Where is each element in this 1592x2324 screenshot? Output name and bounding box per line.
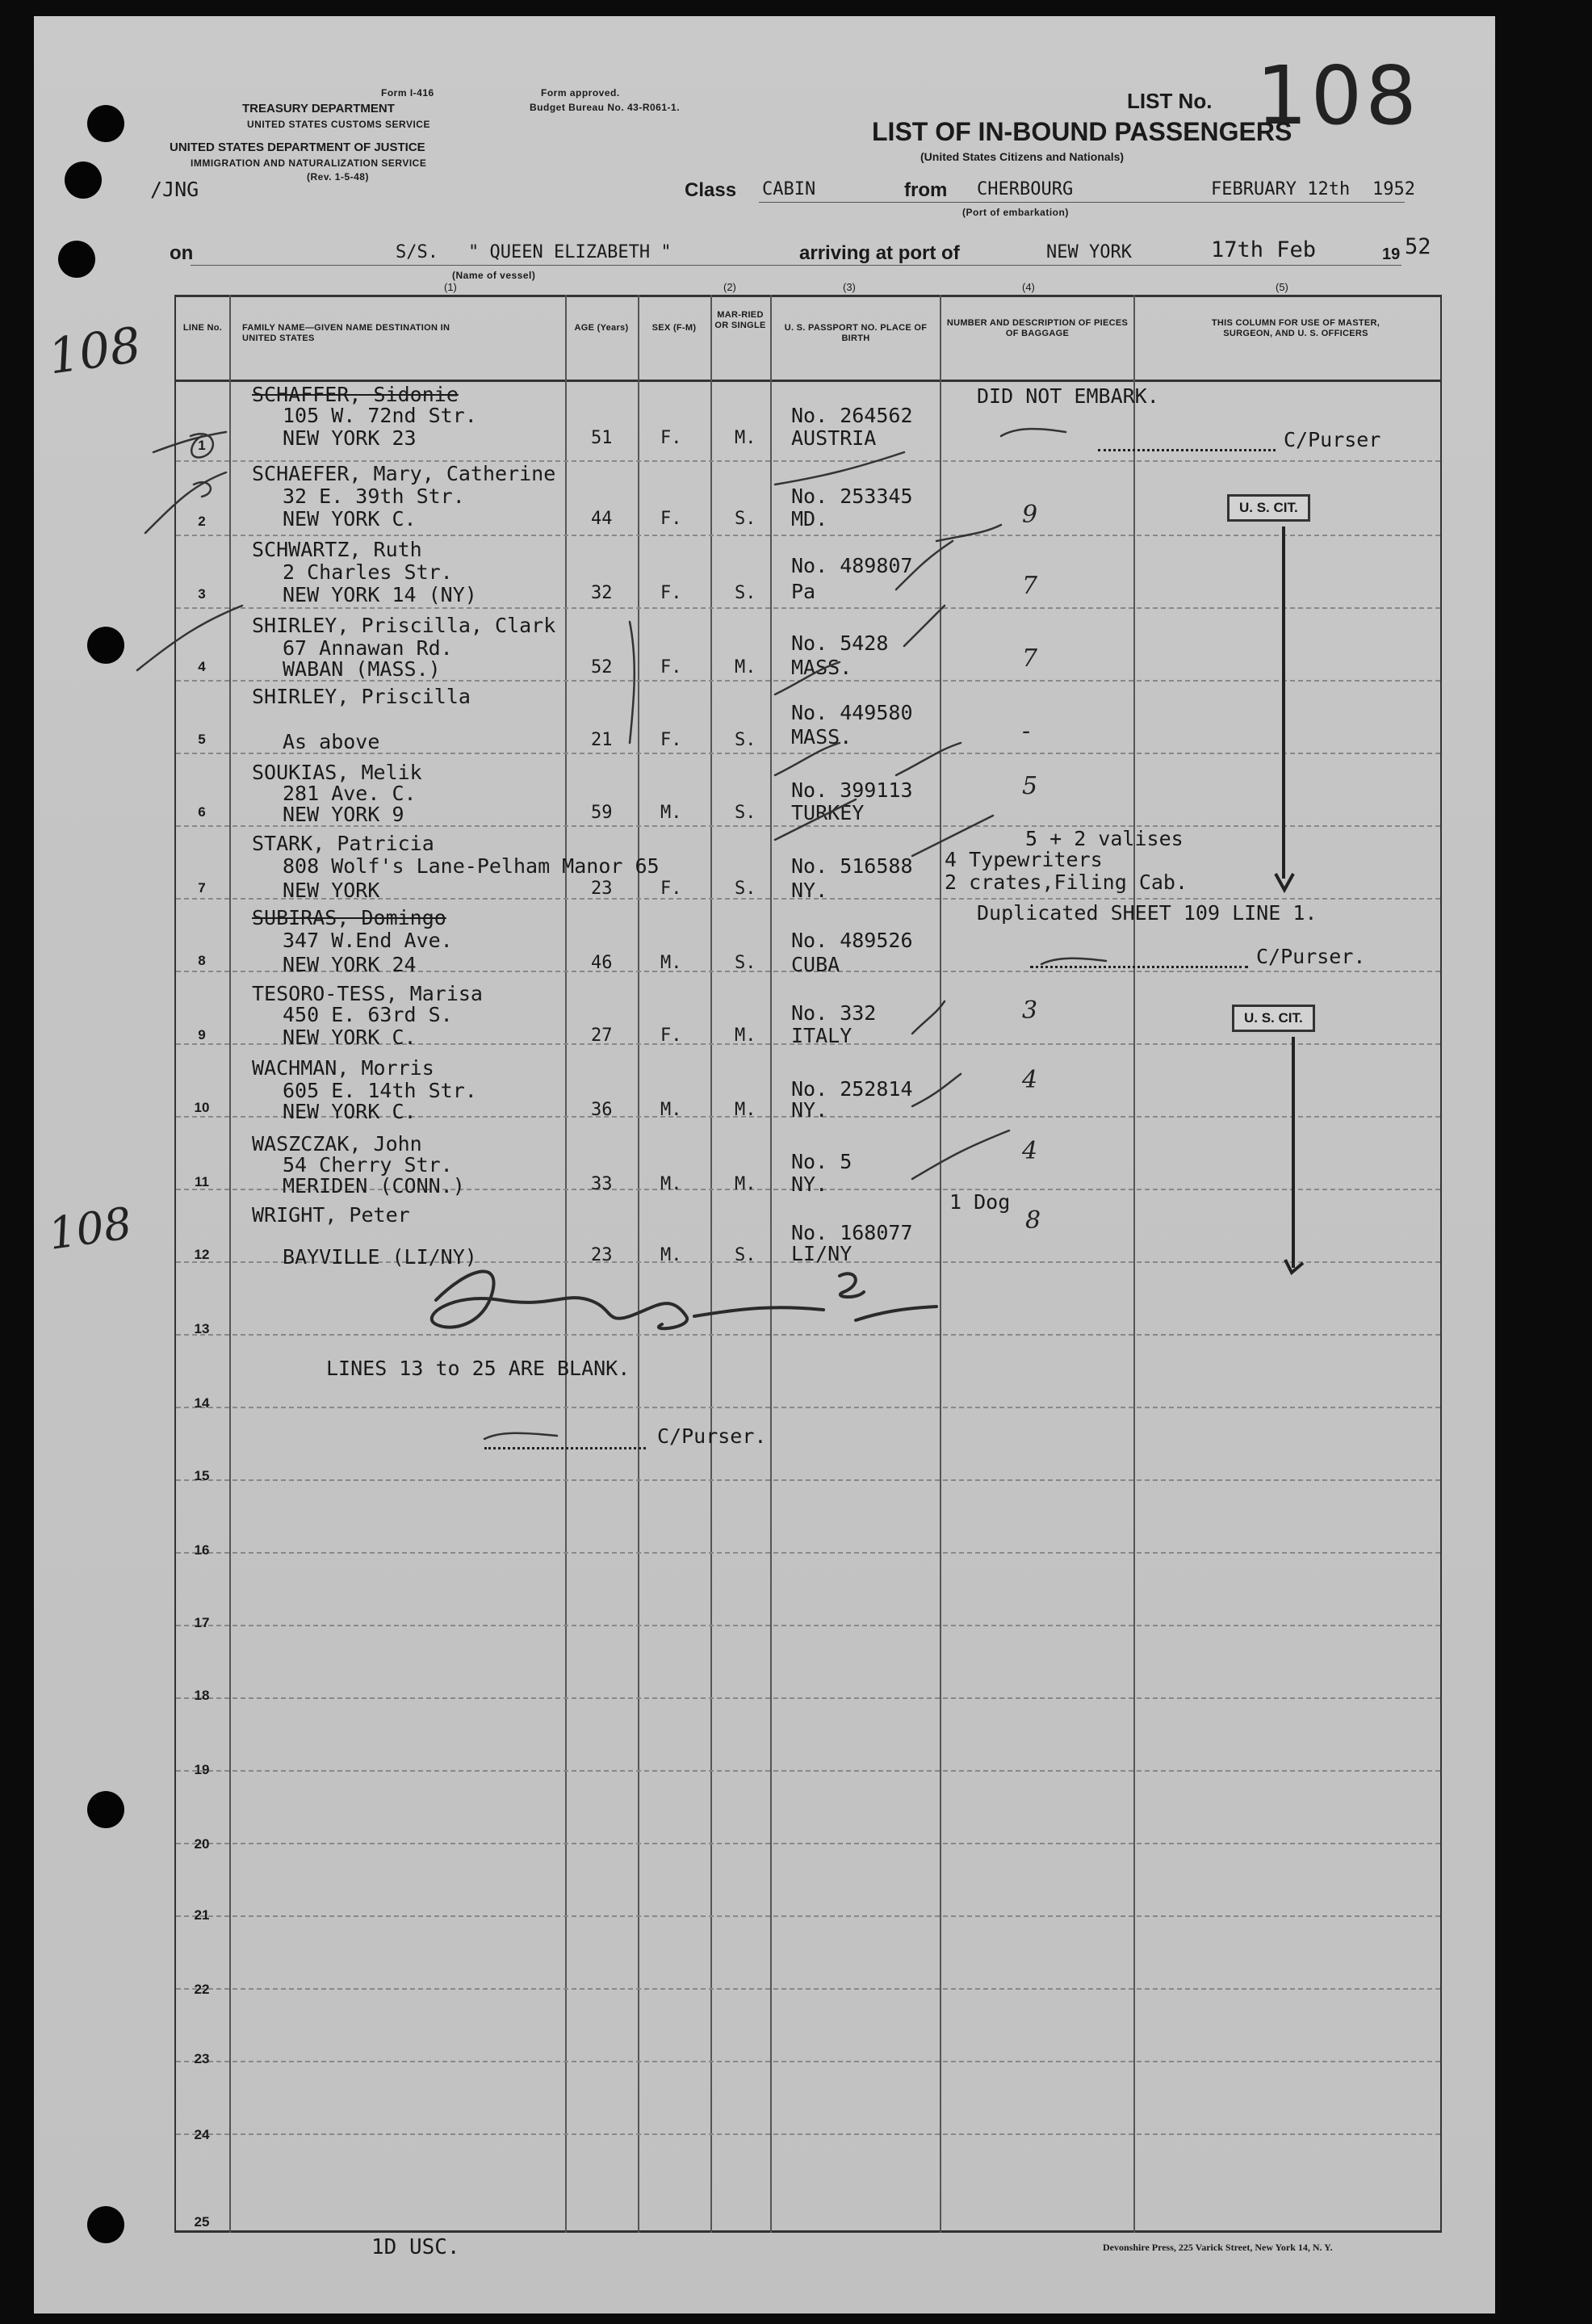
place-of-birth: MD. <box>791 507 828 531</box>
form-number: Form I-416 <box>381 87 434 99</box>
passenger-marital: M. <box>735 1174 756 1194</box>
place-of-birth: CUBA <box>791 953 840 976</box>
line-number: 7 <box>198 880 206 896</box>
passenger-city: NEW YORK C. <box>283 1026 417 1049</box>
passenger-city: NEW YORK C. <box>283 1100 417 1123</box>
form-approved: Form approved. <box>541 87 620 99</box>
place-of-birth: AUSTRIA <box>791 426 877 450</box>
passenger-marital: S. <box>735 509 756 529</box>
officer-signature-note: C/Purser. <box>1256 945 1366 968</box>
col-header-passport: U. S. PASSPORT NO. PLACE OF BIRTH <box>784 323 928 343</box>
passenger-age: 44 <box>591 509 613 529</box>
embarkation-port: CHERBOURG <box>977 179 1074 199</box>
document-subtitle: (United States Citizens and Nationals) <box>920 150 1125 163</box>
passenger-sex: F. <box>660 583 682 603</box>
blank-lines-note: LINES 13 to 25 ARE BLANK. <box>326 1357 631 1380</box>
passenger-address: 808 Wolf's Lane-Pelham Manor 65 <box>283 854 660 878</box>
passenger-name: SCHAEFER, Mary, Catherine <box>252 462 556 485</box>
place-of-birth: ITALY <box>791 1024 853 1047</box>
place-of-birth: MASS. <box>791 656 853 679</box>
from-label: from <box>904 179 948 201</box>
passenger-city: MERIDEN (CONN.) <box>283 1174 465 1198</box>
line-number: 10 <box>194 1100 210 1115</box>
clerk-initials: /JNG <box>150 178 199 201</box>
col-header-officers: THIS COLUMN FOR USE OF MASTER, SURGEON, AND U. S. OFFICERS <box>1211 318 1380 338</box>
us-citizen-stamp: U. S. CIT. <box>1232 1005 1315 1032</box>
passenger-sex: M. <box>660 1174 682 1194</box>
passenger-address: 605 E. 14th Str. <box>283 1079 477 1102</box>
baggage-count: 3 <box>1022 996 1038 1025</box>
passenger-address: 54 Cherry Str. <box>283 1153 453 1177</box>
passenger-sex: M. <box>660 1100 682 1120</box>
purser-signature-note: C/Purser. <box>657 1424 767 1448</box>
line-number: 9 <box>198 1027 206 1042</box>
line-number: 2 <box>198 514 206 529</box>
line-number: 25 <box>194 2214 210 2230</box>
passport-number: No. 449580 <box>791 701 913 724</box>
arrival-date: 17th Feb <box>1211 237 1317 262</box>
passport-number: No. 253345 <box>791 485 913 508</box>
document-title: LIST OF IN-BOUND PASSENGERS <box>872 117 1292 146</box>
line-number: 13 <box>194 1321 210 1336</box>
passenger-sex: F. <box>660 428 682 448</box>
ss-label: S/S. <box>396 242 438 262</box>
place-of-birth: NY. <box>791 1172 828 1196</box>
baggage-description: 4 Typewriters <box>945 848 1103 871</box>
passenger-address: 347 W.End Ave. <box>283 929 453 952</box>
passenger-name: WRIGHT, Peter <box>252 1203 410 1227</box>
department-of-justice: UNITED STATES DEPARTMENT OF JUSTICE <box>170 141 425 154</box>
place-of-birth: MASS. <box>791 725 853 749</box>
passenger-name: SOUKIAS, Melik <box>252 761 422 784</box>
passenger-marital: S. <box>735 1245 756 1265</box>
passenger-sex: F. <box>660 879 682 899</box>
line-number: 6 <box>198 804 206 820</box>
bottom-code: 1D USC. <box>371 2235 460 2259</box>
treasury-department: TREASURY DEPARTMENT <box>242 102 395 115</box>
passenger-city: NEW YORK C. <box>283 507 417 531</box>
baggage-description: 1 Dog <box>949 1190 1011 1214</box>
column-number-5: (5) <box>1276 281 1288 293</box>
baggage-count: 7 <box>1022 644 1038 673</box>
passenger-marital: M. <box>735 1100 756 1120</box>
passenger-name: WACHMAN, Morris <box>252 1056 434 1080</box>
passport-number: No. 332 <box>791 1001 877 1025</box>
passenger-age: 36 <box>591 1100 613 1120</box>
baggage-count: 9 <box>1022 501 1038 529</box>
passport-number: No. 516588 <box>791 854 913 878</box>
passenger-city: NEW YORK 9 <box>283 803 404 826</box>
passenger-name: WASZCZAK, John <box>252 1132 422 1156</box>
list-no-label: LIST No. <box>1127 89 1213 113</box>
passenger-address: 105 W. 72nd Str. <box>283 404 477 427</box>
passenger-address: 2 Charles Str. <box>283 560 453 584</box>
baggage-count: 4 <box>1022 1066 1038 1094</box>
column-number-2: (2) <box>723 281 736 293</box>
passenger-address: 450 E. 63rd S. <box>283 1003 453 1026</box>
revision: (Rev. 1-5-48) <box>307 171 369 182</box>
passenger-marital: M. <box>735 428 756 448</box>
passenger-age: 23 <box>591 1245 613 1265</box>
column-number-4: (4) <box>1022 281 1035 293</box>
baggage-count: 5 <box>1022 772 1038 800</box>
place-of-birth: Pa <box>791 580 816 603</box>
place-of-birth: TURKEY <box>791 801 865 824</box>
line-number: 8 <box>198 953 206 968</box>
arrival-year-prefix: 19 <box>1382 245 1401 263</box>
baggage-count: - <box>1022 717 1031 745</box>
line-number: 17 <box>194 1615 210 1630</box>
passenger-city: NEW YORK 14 (NY) <box>283 583 477 606</box>
margin-number: 108 <box>44 317 145 386</box>
line-number: 12 <box>194 1247 210 1262</box>
passenger-age: 59 <box>591 803 613 823</box>
passenger-name: STARK, Patricia <box>252 832 434 855</box>
passenger-age: 46 <box>591 953 613 973</box>
line-number: 5 <box>198 732 206 747</box>
line-number: 4 <box>198 659 206 674</box>
passenger-age: 33 <box>591 1174 613 1194</box>
passenger-sex: M. <box>660 803 682 823</box>
passenger-address: 281 Ave. C. <box>283 782 417 805</box>
line-number: 23 <box>194 2051 210 2066</box>
line-number: 19 <box>194 1762 210 1777</box>
passport-number: No. 252814 <box>791 1077 913 1101</box>
passport-number: No. 168077 <box>791 1221 913 1244</box>
passenger-city: NEW YORK 24 <box>283 953 417 976</box>
passenger-sex: F. <box>660 509 682 529</box>
handwritten-signature <box>404 1244 969 1349</box>
passenger-age: 32 <box>591 583 613 603</box>
col-header-line-no: LINE No. <box>182 323 223 333</box>
passenger-city: BAYVILLE (LI/NY) <box>283 1245 477 1269</box>
us-citizen-stamp: U. S. CIT. <box>1227 494 1310 522</box>
arrival-year: 52 <box>1405 234 1431 259</box>
embarkation-date: FEBRUARY 12th <box>1211 179 1351 199</box>
passenger-age: 21 <box>591 730 613 750</box>
col-header-married: MAR-RIED OR SINGLE <box>714 310 766 330</box>
baggage-description: 5 + 2 valises <box>1025 827 1184 850</box>
column-number-1: (1) <box>444 281 457 293</box>
printer-imprint: Devonshire Press, 225 Varick Street, New York 14, N. Y. <box>1103 2242 1333 2253</box>
baggage-count: 4 <box>1022 1137 1038 1165</box>
ins-label: IMMIGRATION AND NATURALIZATION SERVICE <box>191 157 427 169</box>
passenger-sex: F. <box>660 657 682 677</box>
passenger-city: NEW YORK <box>283 879 380 902</box>
passenger-name: SCHAFFER, Sidonie <box>252 383 459 406</box>
passenger-name: SHIRLEY, Priscilla <box>252 685 471 708</box>
passenger-marital: S. <box>735 730 756 750</box>
officer-note: Duplicated SHEET 109 LINE 1. <box>977 901 1318 925</box>
passenger-name: SUBIRAS, Domingo <box>252 906 446 929</box>
passport-number: No. 489807 <box>791 554 913 577</box>
list-number: 108 <box>1256 48 1420 143</box>
passport-number: No. 5428 <box>791 631 889 655</box>
line-number: 16 <box>194 1542 210 1558</box>
passenger-name: TESORO-TESS, Marisa <box>252 982 483 1005</box>
baggage-count: 8 <box>1025 1206 1041 1235</box>
place-of-birth: NY. <box>791 1098 828 1122</box>
passport-number: No. 399113 <box>791 778 913 802</box>
line-number: 24 <box>194 2127 210 2142</box>
line-number: 15 <box>194 1468 210 1483</box>
class-label: Class <box>685 179 737 201</box>
baggage-description: 2 crates,Filing Cab. <box>945 870 1188 894</box>
col-header-name: FAMILY NAME—GIVEN NAME DESTINATION IN UNITED STATES <box>242 323 450 343</box>
passenger-city: WABAN (MASS.) <box>283 657 441 681</box>
passenger-sex: F. <box>660 730 682 750</box>
passenger-age: 51 <box>591 428 613 448</box>
col-header-age: AGE (Years) <box>574 323 629 333</box>
officer-signature-note: C/Purser <box>1284 428 1381 451</box>
embarkation-year: 1952 <box>1372 179 1415 199</box>
col-header-baggage: NUMBER AND DESCRIPTION OF PIECES OF BAGGAGE <box>946 318 1129 338</box>
passenger-name: SCHWARTZ, Ruth <box>252 538 422 561</box>
line-number: 18 <box>194 1688 210 1703</box>
line-number: 21 <box>194 1907 210 1923</box>
passport-number: No. 264562 <box>791 404 913 427</box>
passenger-age: 27 <box>591 1026 613 1046</box>
place-of-birth: NY. <box>791 879 828 902</box>
passenger-sex: F. <box>660 1026 682 1046</box>
passenger-address: 67 Annawan Rd. <box>283 636 453 660</box>
passenger-age: 23 <box>591 879 613 899</box>
on-label: on <box>170 242 194 264</box>
passenger-city: NEW YORK 23 <box>283 426 417 450</box>
budget-bureau: Budget Bureau No. 43-R061-1. <box>530 102 681 113</box>
passenger-marital: S. <box>735 803 756 823</box>
passport-number: No. 5 <box>791 1150 853 1173</box>
line-number: 22 <box>194 1982 210 1997</box>
arriving-label: arriving at port of <box>799 242 960 264</box>
line-number: 11 <box>195 1174 209 1189</box>
col-header-sex: SEX (F-M) <box>651 323 697 333</box>
passenger-age: 52 <box>591 657 613 677</box>
passport-number: No. 489526 <box>791 929 913 952</box>
passenger-marital: S. <box>735 583 756 603</box>
officer-note: DID NOT EMBARK. <box>977 384 1159 408</box>
class-value: CABIN <box>762 179 816 199</box>
passenger-marital: S. <box>735 879 756 899</box>
customs-service: UNITED STATES CUSTOMS SERVICE <box>247 119 430 130</box>
passenger-sex: M. <box>660 1245 682 1265</box>
passenger-city: As above <box>283 730 380 753</box>
passenger-sex: M. <box>660 953 682 973</box>
line-number: 14 <box>194 1395 210 1411</box>
arrival-port: NEW YORK <box>1046 242 1132 262</box>
baggage-count: 7 <box>1022 572 1038 600</box>
vessel-name: " QUEEN ELIZABETH " <box>468 242 672 262</box>
passenger-marital: S. <box>735 953 756 973</box>
line-number: 3 <box>198 586 206 602</box>
margin-number: 108 <box>45 1198 135 1260</box>
line-number: 20 <box>194 1836 210 1852</box>
column-number-3: (3) <box>843 281 856 293</box>
passenger-address: 32 E. 39th Str. <box>283 485 465 508</box>
port-embarkation-caption: (Port of embarkation) <box>962 207 1069 218</box>
vessel-caption: (Name of vessel) <box>452 270 536 281</box>
passenger-marital: M. <box>735 1026 756 1046</box>
passenger-marital: M. <box>735 657 756 677</box>
place-of-birth: LI/NY <box>791 1242 853 1265</box>
line-number: 1 <box>198 438 206 453</box>
passenger-name: SHIRLEY, Priscilla, Clark <box>252 614 556 637</box>
